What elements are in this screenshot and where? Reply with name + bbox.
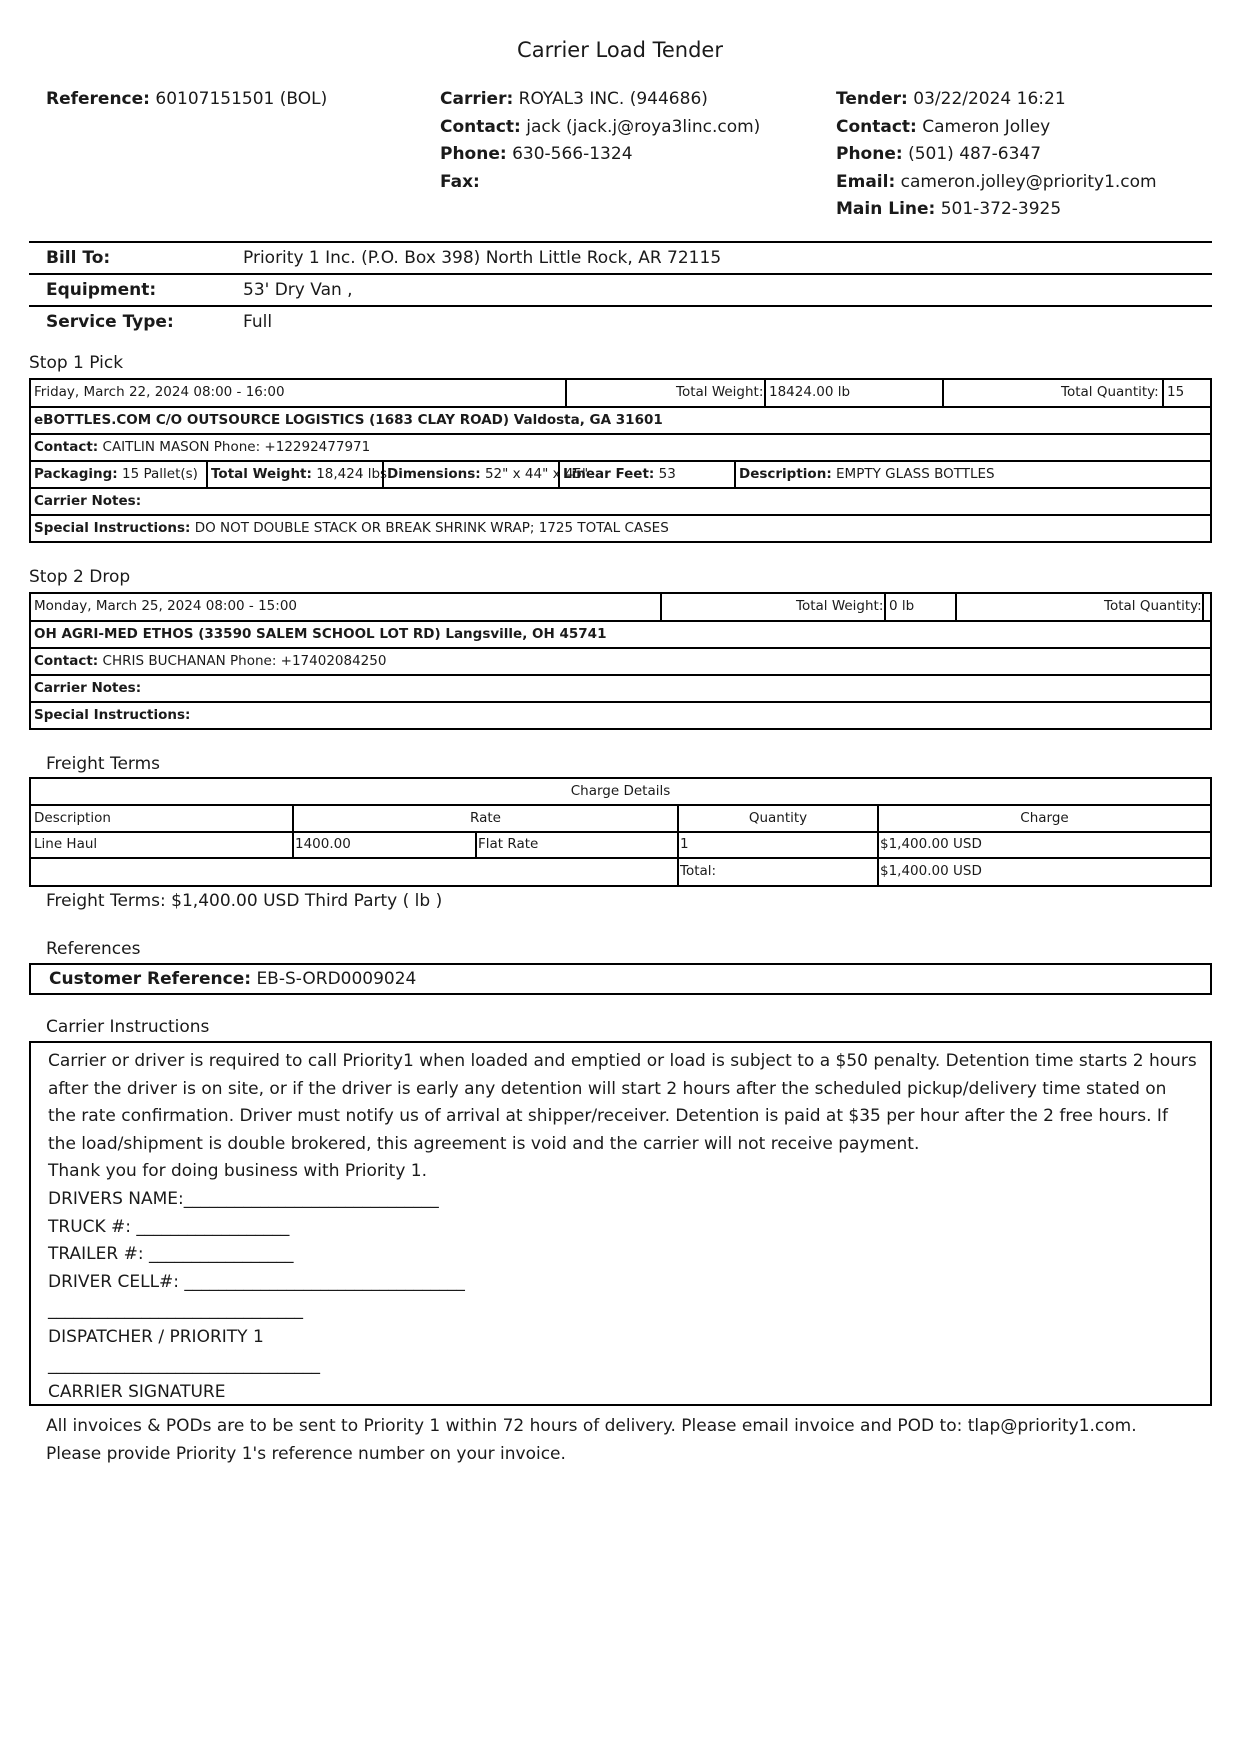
stop-1-special-value: DO NOT DOUBLE STACK OR BREAK SHRINK WRAP; 1725 TOTAL CASES	[194, 520, 669, 536]
equipment-value: 53' Dry Van ,	[243, 280, 353, 300]
truck-line: TRUCK #: __________________	[48, 1217, 290, 1237]
stop-2-contact-row	[31, 647, 1210, 674]
stop-1-total-quantity-value: 15	[1162, 380, 1184, 406]
stop-1-contact	[34, 435, 370, 460]
instructions-paragraph: Carrier or driver is required to call Priority1 when loaded and emptied or load is subject to a $50 penalty. Detention time starts 2 hours after the driver is on site, or if the driver is early any detention will start 2 hours after the scheduled pickup/delivery time stated on the rate confirmation. Driver must notify us of arrival at shipper/receiver. Detention is paid at $35 per hour after the 2 free hours. If the load/shipment is double brokered, this agreement is void and the carrier will not receive payment.	[48, 1051, 1197, 1154]
carrier-phone-value: 630-566-1324	[512, 144, 633, 164]
carrier-fax-label: Fax:	[440, 171, 480, 192]
stop-1-carrier-notes-label: Carrier Notes:	[34, 493, 142, 509]
bill-to-label: Bill To:	[46, 248, 111, 268]
stop-2-date-row	[31, 594, 1210, 620]
tender-value: 03/22/2024 16:21	[913, 89, 1066, 109]
driver-cell-line: DRIVER CELL#: _________________________________	[48, 1272, 465, 1292]
col-quantity-header: Quantity	[748, 810, 808, 826]
carrier-value: ROYAL3 INC. (944686)	[518, 89, 708, 109]
bill-to-value: Priority 1 Inc. (P.O. Box 398) North Little Rock, AR 72115	[243, 248, 722, 268]
stop-1-special-label: Special Instructions:	[34, 520, 191, 536]
dimensions-value: 52" x 44" x 45"	[484, 466, 589, 482]
stop-1-total-weight-value: 18424.00 lb	[764, 380, 850, 406]
line-haul-quantity: 1	[680, 836, 689, 852]
drivers-name-line: DRIVERS NAME:______________________________	[48, 1189, 439, 1209]
page-title: Carrier Load Tender	[517, 38, 723, 62]
carrier-signature-label: CARRIER SIGNATURE	[48, 1382, 226, 1402]
trailer-line: TRAILER #: _________________	[48, 1244, 294, 1264]
stop-1-carrier-notes-row	[31, 487, 1210, 514]
carrier-signature-line: ________________________________	[48, 1355, 320, 1375]
stop-1-freight-row	[31, 460, 1210, 487]
stop-1-table	[29, 378, 1212, 543]
tender-email-value: cameron.jolley@priority1.com	[900, 171, 1157, 192]
carrier-contact-label: Contact:	[440, 116, 521, 137]
tender-line	[836, 86, 1157, 114]
equipment-label: Equipment:	[46, 280, 157, 300]
tender-label: Tender:	[836, 89, 908, 109]
stop-1-description	[734, 462, 995, 487]
service-type-value: Full	[243, 312, 273, 332]
equipment-row	[29, 273, 1212, 305]
total-value: $1,400.00 USD	[880, 863, 982, 879]
description-label: Description:	[739, 466, 832, 482]
cell-divider	[955, 594, 957, 620]
tender-contact-value: Cameron Jolley	[922, 116, 1051, 137]
stop-2-location-row	[31, 620, 1210, 647]
stop-2-heading: Stop 2 Drop	[29, 567, 131, 587]
tender-phone-line	[836, 141, 1157, 169]
reference-line	[46, 86, 327, 114]
linear-feet-value: 53	[658, 466, 676, 482]
cell-divider	[660, 594, 662, 620]
line-haul-rate-type: Flat Rate	[478, 836, 539, 852]
stop-2-total-quantity-label: Total Quantity:	[1104, 598, 1202, 614]
stop-1-packaging	[34, 462, 198, 487]
carrier-instructions-box	[29, 1041, 1212, 1406]
tender-phone-value: (501) 487-6347	[908, 144, 1042, 164]
tender-email-line	[836, 169, 1157, 197]
stop-2-total-weight-value: 0 lb	[884, 594, 914, 620]
tender-email-label: Email:	[836, 171, 896, 192]
stop-2-contact-value: CHRIS BUCHANAN Phone: +17402084250	[102, 653, 387, 669]
references-box	[29, 963, 1212, 995]
carrier-fax-line	[440, 169, 760, 197]
cell-divider	[565, 380, 567, 406]
carrier-column	[440, 86, 760, 196]
line-haul-charge: $1,400.00 USD	[880, 836, 982, 852]
carrier-instructions-heading: Carrier Instructions	[46, 1017, 210, 1037]
service-type-label: Service Type:	[46, 312, 174, 332]
stop-2-carrier-notes-label: Carrier Notes:	[34, 680, 142, 696]
col-description-header: Description	[34, 810, 111, 826]
carrier-contact-value: jack (jack.j@roya3linc.com)	[526, 116, 761, 137]
stop-1-special	[34, 516, 669, 541]
stop-1-heading: Stop 1 Pick	[29, 353, 124, 373]
weight-value: 18,424 lbs	[316, 466, 388, 482]
carrier-label: Carrier:	[440, 89, 514, 109]
stop-2-total-weight-label: Total Weight:	[796, 598, 884, 614]
stop-1-contact-row	[31, 433, 1210, 460]
stop-1-contact-label: Contact:	[34, 439, 99, 455]
dispatcher-label: DISPATCHER / PRIORITY 1	[48, 1327, 264, 1347]
tender-mainline-label: Main Line:	[836, 199, 936, 219]
footer-note: All invoices & PODs are to be sent to Priority 1 within 72 hours of delivery. Please email invoice and POD to: tlap@priority1.com. Please provide Priority 1's reference number on your invoice.	[46, 1416, 1137, 1464]
stop-1-date: Friday, March 22, 2024 08:00 - 16:00	[34, 384, 285, 400]
reference-column	[46, 86, 327, 114]
tender-column	[836, 86, 1157, 224]
stop-1-total-quantity-label: Total Quantity:	[1061, 384, 1159, 400]
line-haul-description: Line Haul	[34, 836, 98, 852]
stop-2-special-label: Special Instructions:	[34, 707, 191, 723]
customer-reference-value: EB-S-ORD0009024	[256, 969, 417, 989]
line-haul-rate: 1400.00	[295, 836, 351, 852]
stop-2-date: Monday, March 25, 2024 08:00 - 15:00	[34, 598, 297, 614]
stop-2-contact	[34, 649, 386, 674]
stop-2-special-row	[31, 701, 1210, 728]
stop-2-table	[29, 592, 1212, 730]
charge-details-table	[29, 777, 1212, 887]
linear-feet-label: Linear Feet:	[563, 466, 655, 482]
dimensions-label: Dimensions:	[387, 466, 481, 482]
table-divider	[475, 831, 477, 857]
shipment-info-block	[29, 241, 1212, 337]
stop-1-location: eBOTTLES.COM C/O OUTSOURCE LOGISTICS (1683 CLAY ROAD) Valdosta, GA 31601	[34, 412, 663, 428]
stop-2-total-quantity-value	[1202, 594, 1204, 620]
stop-1-total-weight-label: Total Weight:	[676, 384, 764, 400]
col-rate-header: Rate	[470, 810, 501, 826]
tender-mainline-line	[836, 196, 1157, 224]
stop-2-carrier-notes-row	[31, 674, 1210, 701]
stop-1-date-row	[31, 380, 1210, 406]
table-rule	[31, 831, 1210, 833]
stop-2-location: OH AGRI-MED ETHOS (33590 SALEM SCHOOL LOT RD) Langsville, OH 45741	[34, 626, 607, 642]
service-type-row	[29, 305, 1212, 337]
weight-label: Total Weight:	[211, 466, 312, 482]
tender-contact-line	[836, 114, 1157, 142]
cell-divider	[942, 380, 944, 406]
customer-reference	[49, 969, 416, 989]
table-rule	[31, 857, 1210, 859]
customer-reference-label: Customer Reference:	[49, 969, 252, 989]
tender-mainline-value: 501-372-3925	[940, 199, 1062, 219]
dispatcher-signature-line: ______________________________	[48, 1300, 303, 1320]
references-heading: References	[46, 939, 141, 959]
carrier-phone-label: Phone:	[440, 144, 507, 164]
stop-1-weight	[206, 462, 387, 487]
col-charge-header: Charge	[1020, 810, 1069, 826]
stop-1-location-row	[31, 406, 1210, 433]
packaging-value: 15 Pallet(s)	[122, 466, 198, 482]
description-value: EMPTY GLASS BOTTLES	[836, 466, 995, 482]
carrier-phone-line	[440, 141, 760, 169]
freight-terms-summary: Freight Terms: $1,400.00 USD Third Party ( lb )	[46, 891, 443, 911]
freight-terms-heading: Freight Terms	[46, 754, 161, 774]
tender-phone-label: Phone:	[836, 144, 903, 164]
carrier-contact-line	[440, 114, 760, 142]
stop-1-special-row	[31, 514, 1210, 541]
charge-details-heading: Charge Details	[570, 783, 671, 799]
stop-1-contact-value: CAITLIN MASON Phone: +12292477971	[102, 439, 371, 455]
thanks-line: Thank you for doing business with Priority 1.	[48, 1161, 427, 1181]
packaging-label: Packaging:	[34, 466, 118, 482]
reference-value: 60107151501 (BOL)	[155, 89, 328, 109]
bill-to-row	[29, 241, 1212, 273]
total-label: Total:	[680, 863, 717, 879]
reference-label: Reference:	[46, 89, 150, 109]
stop-2-contact-label: Contact:	[34, 653, 99, 669]
tender-contact-label: Contact:	[836, 116, 917, 137]
stop-1-linear-feet	[558, 462, 676, 487]
carrier-line	[440, 86, 760, 114]
